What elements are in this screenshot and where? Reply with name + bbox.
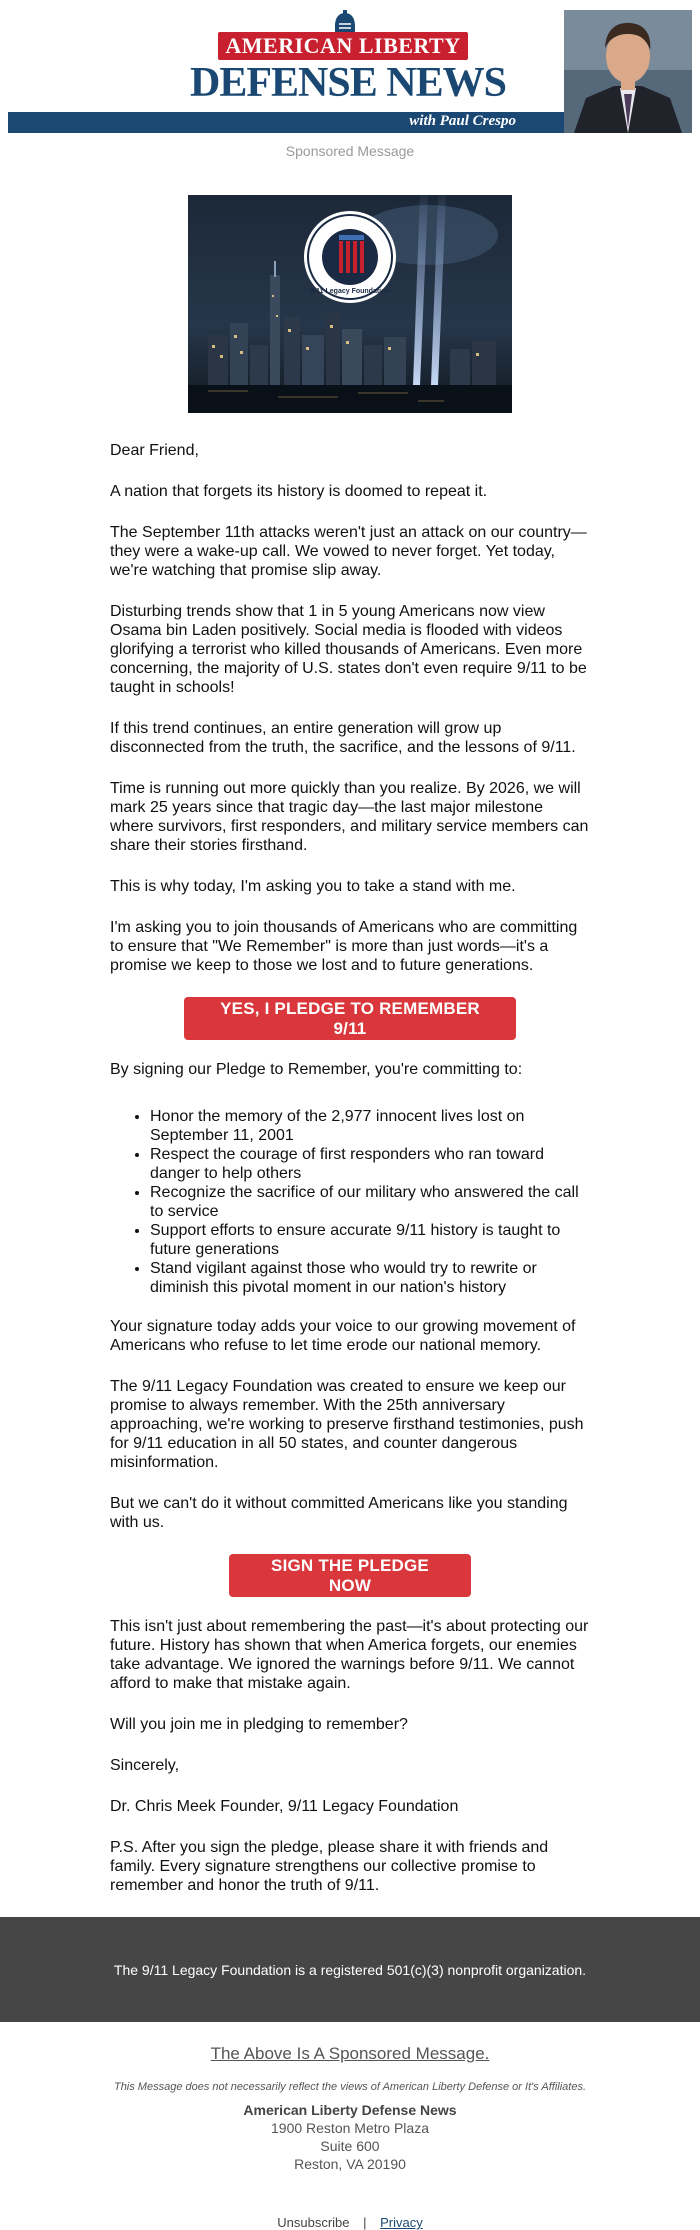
privacy-link[interactable]: Privacy: [380, 2215, 423, 2230]
pledge-item: • Support efforts to ensure accurate 9/11 history is taught to future generations: [150, 1221, 590, 1259]
brand-logo[interactable]: [178, 10, 518, 106]
brand-top-banner: [218, 32, 468, 60]
pledge-item: • Respect the courage of first responders who ran toward danger to help others: [150, 1145, 590, 1183]
foundation-seal-icon: [304, 211, 396, 303]
pledge-item: • Stand vigilant against those who would try to rewrite or diminish this pivotal moment in our nation's history: [150, 1259, 590, 1297]
greeting: Dear Friend,: [110, 442, 199, 459]
letter-paragraph: If this trend continues, an entire generation will grow up disconnected from the truth, the sacrifice, and the lessons of 9/11.: [110, 720, 576, 756]
disclaimer: This Message does not necessarily reflect the views of American Liberty Defense or It's Affiliates.: [113, 2081, 587, 2093]
pledge-item: • Recognize the sacrifice of our military who answered the call to service: [150, 1183, 590, 1221]
host-portrait: [564, 10, 692, 133]
letter-paragraph: Disturbing trends show that 1 in 5 young Americans now view Osama bin Laden positively. Social media is flooded with videos glorifying a terrorist who killed thousands of Americans. Even more concerning, the majority of U.S. states don't even require 9/11 to be taught in schools!: [110, 603, 587, 696]
seal-text: 9/11 Legacy Foundation: [310, 288, 390, 295]
skyline-tribute-image: [188, 195, 512, 413]
postscript: P.S. After you sign the pledge, please share it with friends and family. Every signature strengthens our collective promise to remember and honor the truth of 9/11.: [110, 1839, 549, 1894]
sponsored-message-label: Sponsored Message: [285, 143, 415, 159]
nonprofit-band: [0, 1917, 700, 2022]
address-line: Suite 600: [320, 2138, 380, 2154]
pledge-item: • Honor the memory of the 2,977 innocent lives lost on September 11, 2001: [150, 1107, 590, 1145]
letter-paragraph: Will you join me in pledging to remember?: [110, 1716, 408, 1733]
sponsored-link-row: [0, 2044, 700, 2064]
letter-paragraph: I'm asking you to join thousands of Americans who are committing to ensure that "We Remember" is more than just words—it's a promise we keep to those we lost and to future generations.: [110, 919, 578, 974]
letter-paragraph: The 9/11 Legacy Foundation was created to ensure we keep our promise to always remember. With the 25th anniversary approaching, we're working to preserve firsthand testimonies, push for 9/11 education in all 50 states, and counter dangerous misinformation.: [110, 1378, 584, 1471]
sign-pledge-button[interactable]: SIGN THE PLEDGE NOW: [229, 1554, 471, 1597]
nonprofit-notice: The 9/11 Legacy Foundation is a registered 501(c)(3) nonprofit organization.: [113, 1961, 587, 1978]
sponsored-message-link[interactable]: The Above Is A Sponsored Message.: [210, 2044, 490, 2063]
letter-paragraph: This is why today, I'm asking you to take a stand with me.: [110, 878, 516, 895]
closing: Sincerely,: [110, 1757, 180, 1774]
org-name: American Liberty Defense News: [243, 2102, 457, 2118]
host-portrait-image: [564, 10, 692, 133]
address-line: 1900 Reston Metro Plaza: [271, 2120, 429, 2136]
cta-container: [110, 997, 590, 1040]
address-line: Reston, VA 20190: [294, 2156, 406, 2172]
pledge-list: [110, 1107, 590, 1297]
mailing-address: [0, 2101, 700, 2173]
letter-paragraph: The September 11th attacks weren't just an attack on our country—they were a wake-up call. We vowed to never forget. Yet today, we're watching that promise slip away.: [110, 524, 587, 579]
pledge-button[interactable]: YES, I PLEDGE TO REMEMBER 9/11: [184, 997, 516, 1040]
letter-paragraph: Time is running out more quickly than you realize. By 2026, we will mark 25 years since that tragic day—the last major milestone where survivors, first responders, and military service members can share their stories firsthand.: [110, 780, 589, 854]
link-separator: |: [363, 2215, 367, 2230]
letter-paragraph: Your signature today adds your voice to our growing movement of Americans who refuse to let time erode our national memory.: [110, 1318, 576, 1354]
hero-image[interactable]: [188, 195, 512, 413]
letter-paragraph: But we can't do it without committed Americans like you standing with us.: [110, 1495, 568, 1531]
unsubscribe-link[interactable]: Unsubscribe: [277, 2215, 350, 2230]
letter-body: [110, 413, 590, 1895]
letter-paragraph: A nation that forgets its history is doomed to repeat it.: [110, 483, 488, 500]
host-byline: with Paul Crespo: [409, 113, 516, 129]
cta-container: [110, 1554, 590, 1597]
brand-top-text: AMERICAN LIBERTY: [225, 33, 461, 58]
letter-paragraph: This isn't just about remembering the past—it's about protecting our future. History has shown that when America forgets, our enemies take advantage. We ignored the warnings before 9/11. We cannot afford to make that mistake again.: [110, 1618, 589, 1692]
letter-paragraph: By signing our Pledge to Remember, you're committing to:: [110, 1061, 523, 1078]
brand-main-title: DEFENSE NEWS: [190, 60, 506, 106]
newsletter-header: [8, 0, 692, 133]
signature: Dr. Chris Meek Founder, 9/11 Legacy Foundation: [110, 1798, 459, 1815]
